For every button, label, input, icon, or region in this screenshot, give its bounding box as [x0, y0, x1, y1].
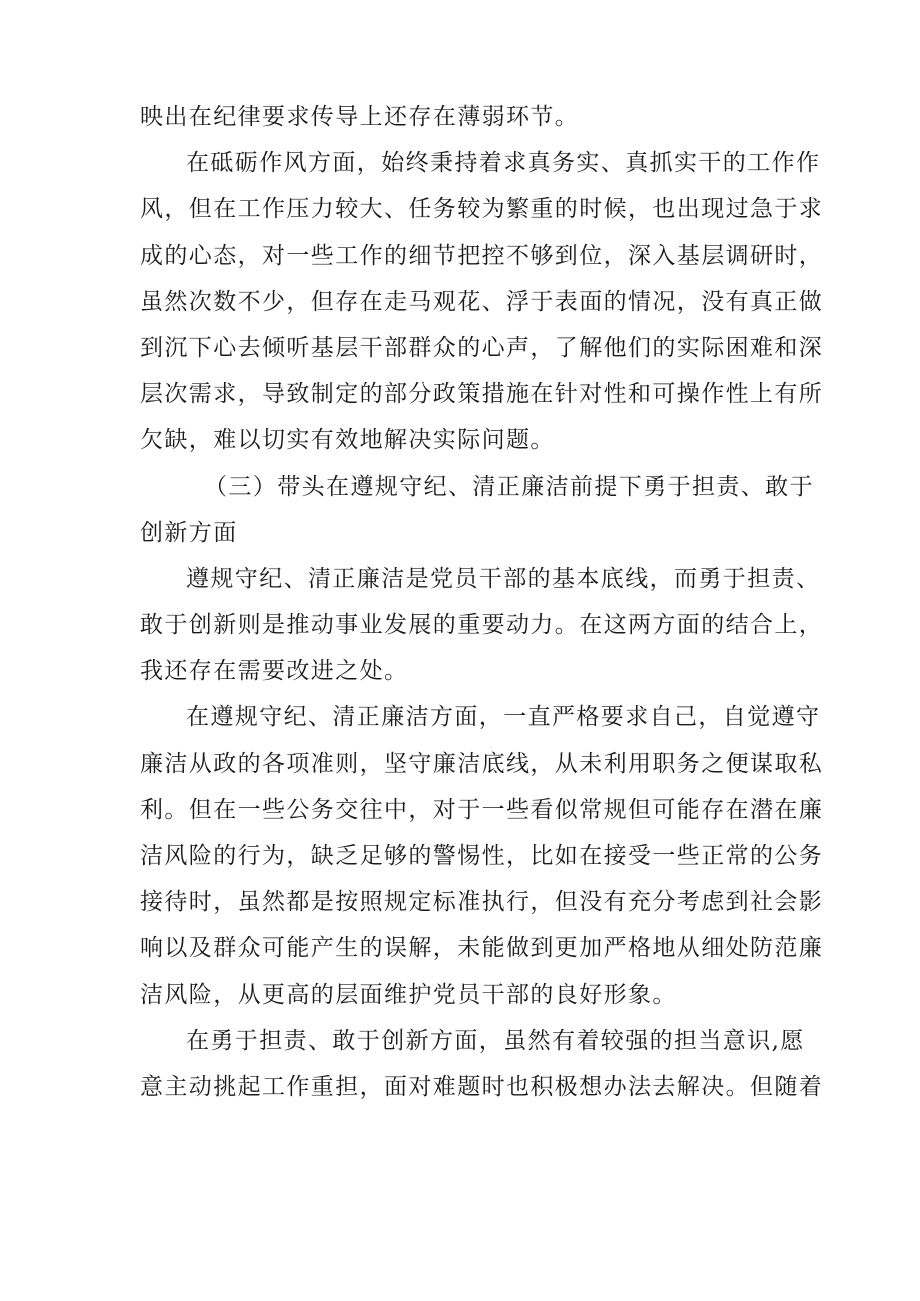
- text-line: 敢于创新则是推动事业发展的重要动力。在这两方面的结合上，: [140, 612, 824, 639]
- text-line: 洁风险，从更高的层面维护党员干部的良好形象。: [140, 981, 677, 1008]
- text-line: 遵规守纪、清正廉洁是党员干部的基本底线，而勇于担责、: [186, 565, 821, 592]
- text-line: 廉洁从政的各项准则，坚守廉洁底线，从未利用职务之便谋取私: [140, 750, 824, 777]
- text-line: 响以及群众可能产生的误解，未能做到更加严格地从细处防范廉: [140, 935, 824, 962]
- text-line: 成的心态，对一些工作的细节把控不够到位，深入基层调研时，: [140, 242, 824, 269]
- text-line: 在砥砺作风方面，始终秉持着求真务实、真抓实干的工作作: [186, 150, 821, 177]
- text-line: 到沉下心去倾听基层干部群众的心声，了解他们的实际困难和深: [140, 334, 824, 361]
- text-line: 在勇于担责、敢于创新方面，虽然有着较强的担当意识,愿: [186, 1027, 805, 1054]
- text-line: 接待时，虽然都是按照规定标准执行，但没有充分考虑到社会影: [140, 889, 824, 916]
- text-line: 欠缺，难以切实有效地解决实际问题。: [140, 427, 555, 454]
- paragraph-integrity: [140, 694, 824, 1017]
- paragraph-responsibility: [140, 1018, 824, 1110]
- text-line: 在遵规守纪、清正廉洁方面，一直严格要求自己，自觉遵守: [186, 704, 821, 731]
- section-heading: [140, 464, 814, 556]
- heading-line: （三）带头在遵规守纪、清正廉洁前提下勇于担责、敢于: [204, 473, 814, 500]
- heading-line: 创新方面: [140, 519, 238, 546]
- text-line: 风，但在工作压力较大、任务较为繁重的时候，也出现过急于求: [140, 196, 824, 223]
- paragraph-continuation: [140, 94, 782, 140]
- text-line: 洁风险的行为，缺乏足够的警惕性，比如在接受一些正常的公务: [140, 843, 824, 869]
- paragraph-work-style: [140, 140, 824, 463]
- text-line: 我还存在需要改进之处。: [140, 658, 409, 685]
- text-line: 利。但在一些公务交往中，对于一些看似常规但可能存在潜在廉: [140, 796, 824, 823]
- text-line: 意主动挑起工作重担，面对难题时也积极想办法去解决。但随着: [140, 1073, 824, 1100]
- paragraph-intro: [140, 556, 824, 695]
- text-line: 层次需求，导致制定的部分政策措施在针对性和可操作性上有所: [140, 381, 824, 408]
- text-line: 虽然次数不少，但存在走马观花、浮于表面的情况，没有真正做: [140, 288, 824, 315]
- document-body: [140, 94, 824, 1110]
- text-line: 映出在纪律要求传导上还存在薄弱环节。: [140, 104, 580, 130]
